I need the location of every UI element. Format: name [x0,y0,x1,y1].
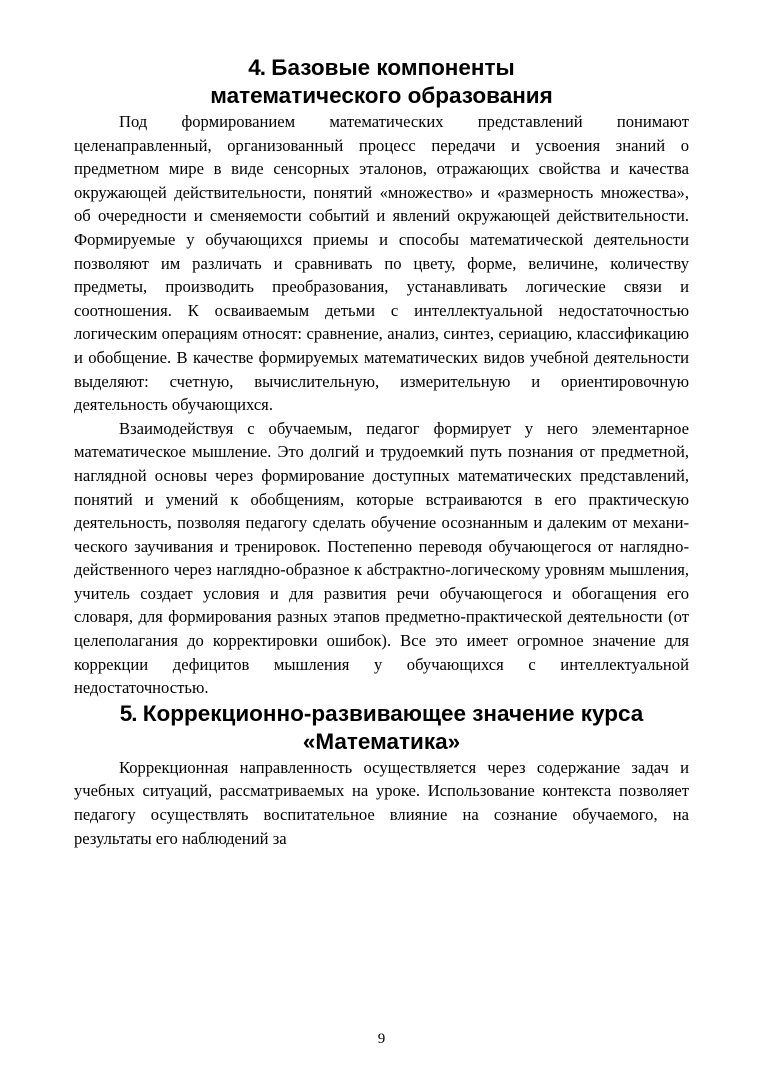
section-5-title-line1: Коррекционно-развивающее значение курса [142,700,644,726]
section-4-paragraph-2: Взаимодействуя с обучаемым, педагог формирует у него элементарное математическое мышление. Это долгий и трудоемкий путь познания от предметной, наглядной основы через формирование доступных математических представлений, понятий и умений к обобщениям, которые встраиваются в его практическую деятельность, позволяя педагогу сделать обучение осознанным и далеким от механического заучивания и тренировок. Постепенно переводя обучающегося от наглядно-действенного через наглядно-образное к абстрактно-логическому уровням мышления, учитель создает условия и для развития речи обучающегося и обогащения его словаря, для формирования разных этапов предметно-практической деятельности (от целеполагания до корректировки ошибок). Все это имеет огромное значение для коррекции дефицитов мышления у обучающихся с интеллектуальной недостаточностью. [74,418,689,698]
section-5-heading [74,700,689,756]
section-4-title-line1: Базовые компоненты [271,55,515,80]
page-number: 9 [377,1031,386,1047]
section-4-number: 4. [248,55,266,80]
section-4-title-line2: математического образования [210,83,553,108]
section-4-heading [74,54,689,110]
section-5-title-line2: «Математика» [302,728,461,754]
page-content [74,54,689,850]
section-5-number: 5. [119,700,137,726]
section-5-paragraph-1: Коррекционная направленность осуществляется через содержание задач и учебных ситуаций, рассматриваемых на уроке. Использование контекста позволяет педагогу осуществлять воспитательное влияние на сознание обучаемого, на результаты его наблюдений за [74,757,689,848]
section-4-paragraph-1: Под формированием математических представлений понимают целенаправленный, организованный процесс передачи и усвоения знаний о предметном мире в виде сенсорных эталонов, отражающих свойства и качества окружающей действительности, понятий «множество» и «размерность множества», об очередности и сменяемости событий и явлений окружающей действительности. Формируемые у обучающихся приемы и способы математической деятельности позволяют им различать и сравнивать по цвету, форме, величине, количеству предметы, производить преобразования, устанавливать логические связи и соотношения. К осваиваемым детьми с интеллектуальной недостаточностью логическим операциям относят: сравнение, анализ, синтез, сериацию, классификацию и обобщение. В качестве формируемых математических видов учебной деятельности выделяют: счетную, вычислительную, измерительную и ориентировочную деятельность обучающихся. [74,112,689,415]
